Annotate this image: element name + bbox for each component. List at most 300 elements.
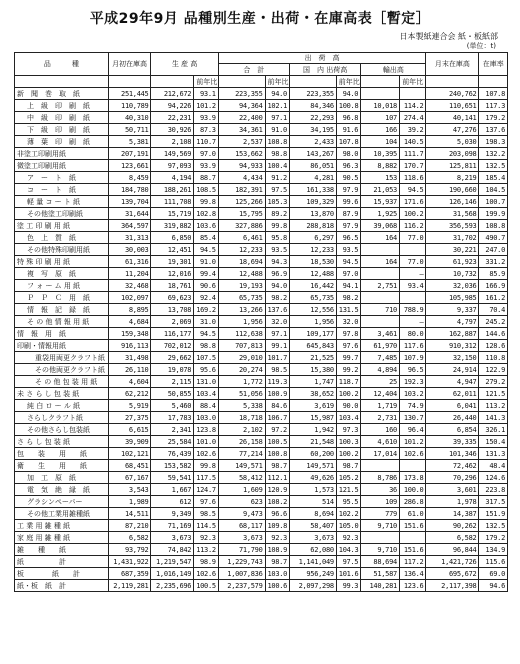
table-cell: 13,708 [151,304,194,316]
table-cell: 162,887 [426,328,479,340]
table-cell: 8,694 [289,508,336,520]
table-cell: 102.8 [194,208,218,220]
row-label: コ ー ト 紙 [15,184,109,196]
table-cell: 97.6 [194,496,218,508]
table-row [15,472,508,484]
table-cell: 94.3 [265,256,289,268]
table-cell: 118.7 [336,376,360,388]
table-cell: 72,462 [426,460,479,472]
table-cell: 1,219,547 [151,556,194,568]
table-cell: 190,660 [426,184,479,196]
table-cell: 645,843 [289,340,336,352]
table-cell: 100.4 [265,160,289,172]
table-cell: 98.8 [194,340,218,352]
table-cell: 4,684 [108,316,151,328]
table-row [15,208,508,220]
table-cell: 27,375 [108,412,151,424]
table-cell: 4,434 [218,172,265,184]
table-cell: 91.2 [265,172,289,184]
table-cell: 108.8 [479,220,508,232]
table-cell: 99.8 [194,196,218,208]
table-cell: 3,543 [108,484,151,496]
table-cell: 34,361 [218,124,265,136]
table-cell: 356,593 [426,220,479,232]
table-cell: 1,978 [426,496,479,508]
table-cell: 2,237,579 [218,580,265,592]
table-cell: 6,615 [108,424,151,436]
row-label: さ ら し 包 装 紙 [15,436,109,448]
table-cell: 9,473 [218,508,265,520]
table-cell: 94.5 [399,184,426,196]
table-cell: 96.9 [265,268,289,280]
table-cell: 94,364 [218,100,265,112]
table-cell: 695,672 [426,568,479,580]
table-cell: 14,511 [108,508,151,520]
table-cell: 150.4 [479,436,508,448]
table-cell: 6,850 [151,232,194,244]
row-label: そ の 他 包 装 用 紙 [15,376,109,388]
table-cell: 32.0 [265,316,289,328]
table-cell: 149,571 [289,460,336,472]
table-row [15,388,508,400]
table-cell: 98.2 [265,292,289,304]
table-cell: 117.5 [194,472,218,484]
table-cell: 490.7 [479,232,508,244]
table-cell: 19,078 [151,364,194,376]
table-cell: 364,597 [108,220,151,232]
row-label: 純 白 ロ ー ル 紙 [15,400,109,412]
table-cell: 223,355 [218,88,265,100]
table-cell: 48.4 [479,460,508,472]
table-cell: 61,923 [426,256,479,268]
table-cell: 702,012 [151,340,194,352]
table-cell: 207,191 [108,148,151,160]
table-cell: 4,894 [361,364,400,376]
table-cell: 151.6 [399,544,426,556]
table-cell: 65,735 [218,292,265,304]
table-cell: 1,609 [218,484,265,496]
table-cell: 131.0 [194,376,218,388]
table-cell: 251,445 [108,88,151,100]
table-cell: 1,747 [289,376,336,388]
table-cell: 97.0 [194,148,218,160]
table-cell: 32.0 [336,316,360,328]
table-cell: 5,381 [108,136,151,148]
table-row [15,124,508,136]
table-cell: 108.9 [265,544,289,556]
table-body [15,88,508,592]
table-cell: 51,056 [218,388,265,400]
table-cell: 93.5 [336,244,360,256]
table-row [15,316,508,328]
table-cell: 95.5 [336,496,360,508]
table-cell: 99.8 [194,460,218,472]
table-cell: 103.0 [194,412,218,424]
row-label: 軽 量 コ ー ト 紙 [15,196,109,208]
table-cell: 100.2 [336,388,360,400]
table-row [15,88,508,100]
table-cell: 164 [361,256,400,268]
table-cell: 100.2 [336,448,360,460]
table-cell: 170.7 [399,160,426,172]
table-cell: 10,018 [361,100,400,112]
row-label: さらしクラフト紙 [15,412,109,424]
table-cell: 29,010 [218,352,265,364]
table-cell: 8,895 [108,304,151,316]
table-cell: 51,587 [361,568,400,580]
table-cell: 1,989 [108,496,151,508]
table-cell: 120.9 [265,484,289,496]
publisher-label: 日本製紙連合会 紙・板紙部 [399,32,498,41]
table-cell: 98.5 [194,508,218,520]
header-export: 輸出高 [361,64,426,76]
table-cell: 14,387 [426,508,479,520]
table-cell: 8,219 [426,172,479,184]
table-cell: 39,068 [361,220,400,232]
table-cell: 103.6 [194,220,218,232]
table-cell: 102,097 [108,292,151,304]
table-cell: 31,568 [426,208,479,220]
table-cell: 143,267 [289,148,336,160]
table-cell: 68,451 [108,460,151,472]
table-cell: 116.2 [399,220,426,232]
table-cell: 85.4 [194,232,218,244]
header-production: 生 産 高 [151,53,218,76]
table-cell: 85.9 [479,268,508,280]
row-label: ア ー ト 紙 [15,172,109,184]
table-cell: 112,638 [218,328,265,340]
table-row [15,268,508,280]
table-cell: 117.2 [399,556,426,568]
table-cell: 87.9 [336,208,360,220]
table-cell: 76,439 [151,448,194,460]
table-cell: 92.3 [265,532,289,544]
table-cell: 203,098 [426,148,479,160]
table-cell: 3,673 [289,532,336,544]
table-cell: 32,150 [426,352,479,364]
table-cell: 114.5 [194,520,218,532]
table-cell: 16,442 [289,280,336,292]
table-cell: 212,672 [151,88,194,100]
table-cell: 93,792 [108,544,151,556]
table-cell: 153 [361,172,400,184]
table-cell: 92.3 [336,532,360,544]
table-row [15,364,508,376]
table-cell: 67,167 [108,472,151,484]
table-cell: 100.5 [194,580,218,592]
table-cell: 34,195 [289,124,336,136]
table-cell: 192.3 [399,376,426,388]
table-cell: 77.0 [399,256,426,268]
row-label: Ｐ Ｐ Ｃ 用 紙 [15,292,109,304]
table-cell: 97.1 [265,328,289,340]
table-cell: 101,346 [426,448,479,460]
table-cell: 98.0 [336,148,360,160]
table-cell: 24,914 [426,364,479,376]
table-cell: 3,601 [426,484,479,496]
table-cell: 30,003 [108,244,151,256]
table-cell: 164 [361,232,400,244]
table-cell: 109.8 [265,520,289,532]
table-cell: 136.4 [399,568,426,580]
table-cell: 286.8 [399,496,426,508]
table-cell: 98.7 [336,460,360,472]
table-cell: 319,882 [151,220,194,232]
row-label: 新 聞 巻 取 紙 [15,88,109,100]
table-cell: 104.5 [479,184,508,196]
table-cell: 115.6 [479,556,508,568]
table-cell: 87.3 [194,124,218,136]
table-cell: 2,097,298 [289,580,336,592]
table-cell: 39,909 [108,436,151,448]
table-cell: 125,811 [426,160,479,172]
table-cell: 104 [361,136,400,148]
header-yoy-export: 前年比 [399,76,426,88]
table-cell: 132.5 [479,520,508,532]
table-cell: 84,346 [289,100,336,112]
table-cell: 94.5 [194,244,218,256]
table-cell: 30,926 [151,124,194,136]
table-cell: 109,177 [289,328,336,340]
table-cell: 26,158 [218,436,265,448]
table-cell: 90.0 [336,400,360,412]
table-cell: 169.2 [194,304,218,316]
header-prev-stock: 月初在庫高 [108,53,151,76]
table-cell: 2,117,398 [426,580,479,592]
table-row [15,280,508,292]
table-cell: 101.2 [194,100,218,112]
table-cell: 102.1 [265,100,289,112]
table-cell: 110,789 [108,100,151,112]
table-cell: 6,582 [108,532,151,544]
table-row [15,448,508,460]
table-cell: 331.2 [479,256,508,268]
table-cell: 91.0 [194,256,218,268]
table-cell: 1,431,922 [108,556,151,568]
table-cell: 126,146 [426,196,479,208]
table-row [15,400,508,412]
table-cell: 1,016,149 [151,568,194,580]
table-cell: 107.5 [194,352,218,364]
table-cell: 97,093 [151,160,194,172]
table-cell: 93.5 [265,244,289,256]
table-cell: 326.1 [479,424,508,436]
table-cell: 107.8 [479,88,508,100]
table-cell: 139,704 [108,196,151,208]
table-cell: 6,297 [289,232,336,244]
table-cell: 99.4 [194,268,218,280]
table-cell: 132.5 [479,160,508,172]
table-cell: 1,007,836 [218,568,265,580]
table-cell: 21,548 [289,436,336,448]
table-cell: 122.9 [479,364,508,376]
row-label: その他特殊印刷用紙 [15,244,109,256]
table-cell: 288,818 [289,220,336,232]
table-cell: 247.0 [479,244,508,256]
table-cell: 9,710 [361,520,400,532]
table-cell: 788.9 [399,304,426,316]
table-cell: 131.3 [479,448,508,460]
table-cell: 1,719 [361,400,400,412]
table-cell: 12,404 [361,388,400,400]
table-cell: 113.2 [479,400,508,412]
table-cell: 71,169 [151,520,194,532]
table-row [15,496,508,508]
row-label: その他工業用雑種紙 [15,508,109,520]
table-cell: 94,933 [218,160,265,172]
table-cell: 124.7 [194,484,218,496]
table-cell: 110,651 [426,100,479,112]
table-cell: 65,735 [289,292,336,304]
table-cell: 94.6 [479,580,508,592]
table-cell: 179.2 [479,532,508,544]
table-row [15,220,508,232]
row-label: 上 級 印 刷 紙 [15,100,109,112]
table-cell: 89.2 [265,208,289,220]
row-label: 非塗工印刷用紙 [15,148,109,160]
table-cell: 100.6 [265,580,289,592]
table-cell: 25,584 [151,436,194,448]
table-row [15,376,508,388]
table-cell: 97.1 [265,112,289,124]
table-cell: 31,702 [426,232,479,244]
table-row [15,136,508,148]
table-cell: 74.9 [399,400,426,412]
table-cell: 92.4 [194,292,218,304]
table-cell: 91.0 [265,124,289,136]
table-cell: 101.6 [336,568,360,580]
table-cell: 128.6 [479,340,508,352]
table-cell: 60,200 [289,448,336,460]
table-cell: 32,468 [108,280,151,292]
table-cell: 144.6 [479,328,508,340]
table-cell: 69.0 [479,568,508,580]
table-cell: 199.9 [479,208,508,220]
table-cell: 327,886 [218,220,265,232]
table-cell: 99.8 [265,220,289,232]
table-cell: 31,644 [108,208,151,220]
table-cell: 151.9 [479,508,508,520]
table-cell: 70,296 [426,472,479,484]
table-cell: 100.2 [399,208,426,220]
table-cell: 166 [361,124,400,136]
table-cell: 687,359 [108,568,151,580]
table-cell: 17,014 [361,448,400,460]
table-cell [361,460,400,472]
table-cell: 13,266 [218,304,265,316]
table-cell: 121.5 [479,388,508,400]
table-cell: 15,987 [289,412,336,424]
table-cell: 26,110 [108,364,151,376]
table-cell: 103.0 [265,568,289,580]
table-row [15,256,508,268]
table-cell: 103.2 [399,388,426,400]
table-row [15,436,508,448]
table-cell: 100.3 [336,436,360,448]
table-cell: 99.1 [265,340,289,352]
table-cell: 8,786 [361,472,400,484]
table-row [15,556,508,568]
table-cell: 8,882 [361,160,400,172]
table-cell: 98.9 [194,556,218,568]
table-cell: 98.5 [265,364,289,376]
table-cell: 2,119,281 [108,580,151,592]
table-cell: 153,662 [218,148,265,160]
table-cell: 74,842 [151,544,194,556]
table-cell: 118.6 [399,172,426,184]
table-cell: 110.8 [479,352,508,364]
table-cell: 15,380 [289,364,336,376]
table-row [15,352,508,364]
table-cell: 2,341 [151,424,194,436]
table-cell: 12,233 [289,244,336,256]
table-cell: 98.7 [265,556,289,568]
table-cell: 134.9 [479,544,508,556]
table-cell: 140.5 [399,136,426,148]
table-cell: 91.6 [336,124,360,136]
table-cell: 97.6 [336,340,360,352]
table-cell: 109,329 [289,196,336,208]
table-cell: 108.2 [265,496,289,508]
table-cell: 39.2 [399,124,426,136]
header-total: 合 計 [218,64,289,76]
table-cell: 184,780 [108,184,151,196]
table-cell: 77,214 [218,448,265,460]
table-cell: 109 [361,496,400,508]
table-cell: 102.6 [194,448,218,460]
table-cell [361,292,400,304]
table-cell: 10,732 [426,268,479,280]
table-row [15,580,508,592]
table-cell: 11,204 [108,268,151,280]
header-stock-ratio: 在庫率 [479,53,508,76]
table-cell: 31,313 [108,232,151,244]
table-cell: 97.8 [336,328,360,340]
table-cell: 96.5 [336,232,360,244]
table-cell: 1,942 [289,424,336,436]
table-cell: 100.8 [265,448,289,460]
row-label: 雑 種 紙 [15,544,109,556]
table-cell: 514 [289,496,336,508]
table-cell: 153,582 [151,460,194,472]
table-cell: 93.4 [399,280,426,292]
table-cell: 71,790 [218,544,265,556]
table-cell: 160 [361,424,400,436]
table-cell: 26,440 [426,412,479,424]
table-cell: 18,761 [151,280,194,292]
table-cell: 40,141 [426,112,479,124]
table-cell: 86,051 [289,160,336,172]
table-cell: 223,355 [289,88,336,100]
table-cell: 94.5 [336,256,360,268]
table-cell: 2,537 [218,136,265,148]
table-cell: 1,421,726 [426,556,479,568]
table-row [15,100,508,112]
table-cell: 123.8 [194,424,218,436]
table-cell: 107.9 [399,352,426,364]
table-cell: 1,772 [218,376,265,388]
table-cell: 17,783 [151,412,194,424]
table-cell: 117.3 [479,100,508,112]
table-cell [399,292,426,304]
table-cell: 107 [361,112,400,124]
table-cell: 68,117 [218,520,265,532]
row-label: 工 業 用 雑 種 紙 [15,520,109,532]
table-cell [399,532,426,544]
table-cell: 101.0 [194,436,218,448]
table-cell: 94.1 [336,280,360,292]
table-row [15,172,508,184]
